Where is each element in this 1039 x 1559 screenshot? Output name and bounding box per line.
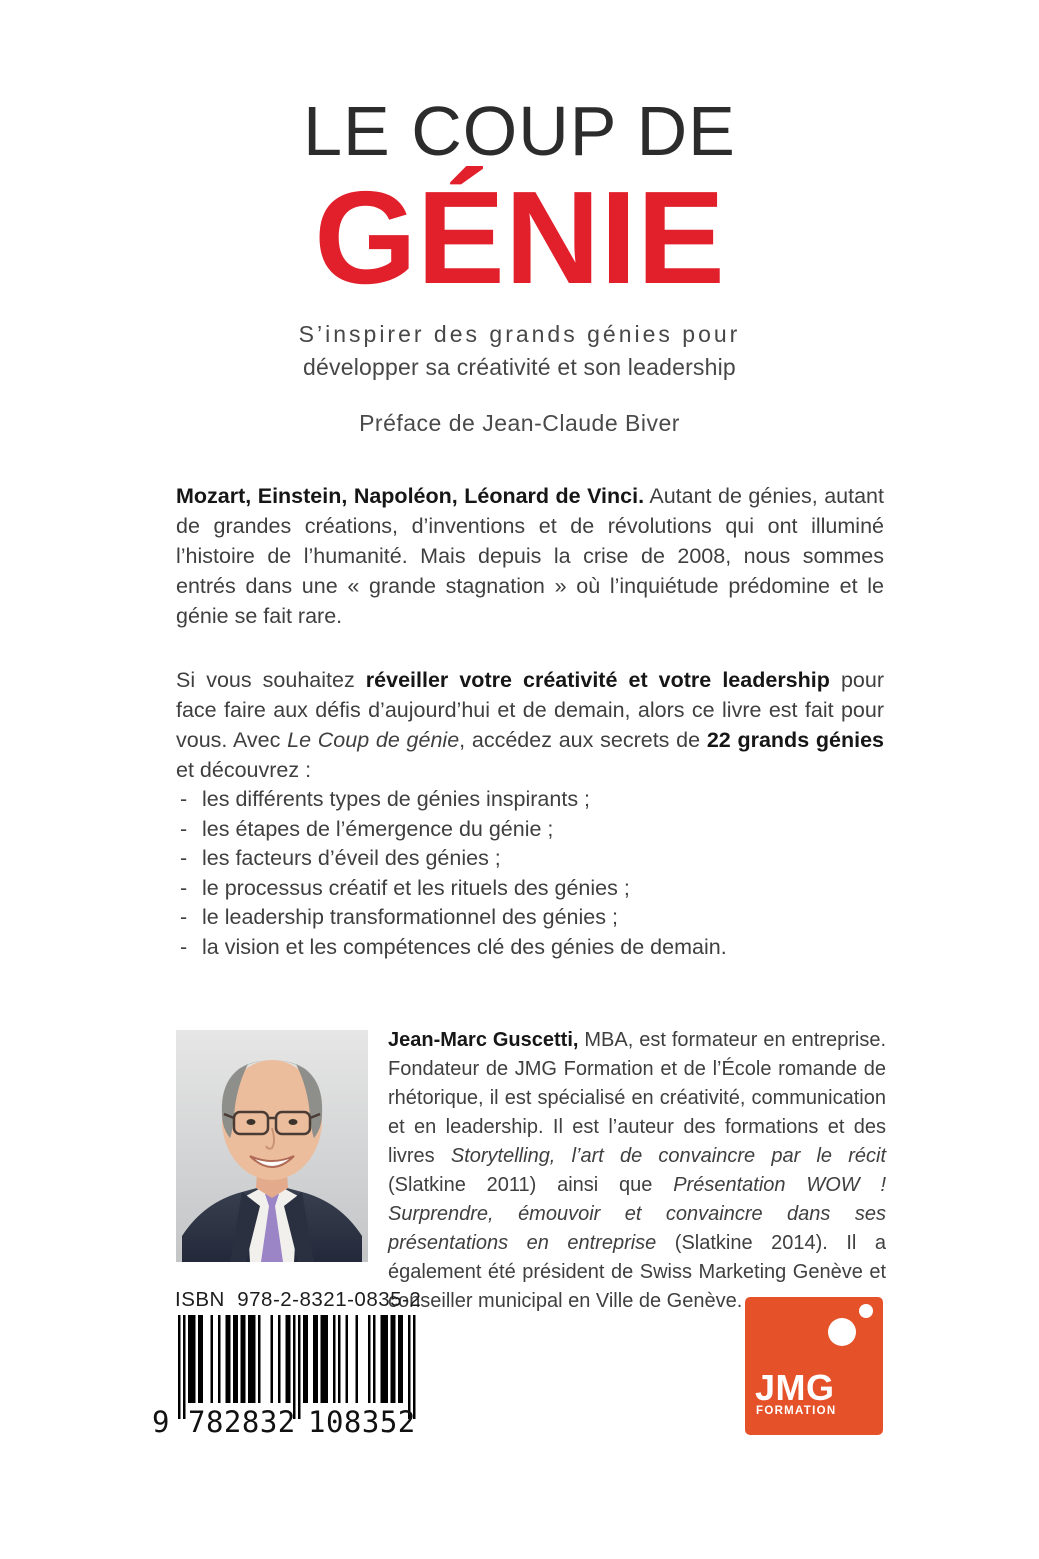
- isbn-barcode-block: [148, 1288, 448, 1447]
- author-bio: Jean-Marc Guscetti, MBA, est formateur en entreprise. Fondateur de JMG Formation et de l’École romande de rhétorique, il est spécialisé en créativité, communication et en leadership. Il est l’auteur des formations et des livres Storytelling, l’art de convaincre par le récit (Slatkine 2011) ainsi que Présentation WOW ! Surprendre, émouvoir et convaincre dans ses présentations en entreprise (Slatkine 2014). Il a également été président de Swiss Marketing Genève et conseiller municipal en Ville de Genève.: [388, 1029, 887, 1312]
- intro-paragraph: Mozart, Einstein, Napoléon, Léonard de Vinci. Autant de génies, autant de grandes créations, d’inventions et de révolutions qui ont illuminé l’histoire de l’humanité. Mais depuis la crise de 2008, nous sommes entrés dans une « grande stagnation » où l’inquiétude prédomine et le génie se fait rare.: [176, 484, 884, 628]
- list-item: - le leadership transformationnel des génies ;: [180, 905, 618, 929]
- logo-big-dot: [828, 1318, 856, 1346]
- logo-name: JMG: [755, 1367, 835, 1408]
- barcode-digits-right: 108352: [308, 1405, 416, 1439]
- book-subtitle-line1: S’inspirer des grands génies pour: [298, 321, 741, 347]
- publisher-logo: [745, 1297, 883, 1435]
- pitch-paragraph: Si vous souhaitez réveiller votre créativité et votre leadership pour face faire aux défis d’aujourd’hui et de demain, alors ce livre est fait pour vous. Avec Le Coup de génie, accédez aux secrets de 22 grands génies et découvrez :: [176, 668, 885, 782]
- author-photo: [176, 1030, 368, 1262]
- logo-small-dot: [859, 1304, 873, 1318]
- discover-list: [176, 785, 884, 962]
- list-item: - les étapes de l’émergence du génie ;: [180, 816, 554, 841]
- list-item: - les différents types de génies inspirants ;: [180, 787, 591, 811]
- ean13-barcode: [148, 1315, 448, 1447]
- title-block: [0, 0, 1039, 437]
- preface-credit: Préface de Jean-Claude Biver: [359, 410, 680, 436]
- logo-subtitle: FORMATION: [756, 1405, 837, 1417]
- list-item: - la vision et les compétences clé des génies de demain.: [180, 934, 727, 959]
- book-subtitle-line2: développer sa créativité et son leadership: [303, 354, 736, 380]
- barcode-digits: [148, 1405, 428, 1441]
- book-title-line1: LE COUP DE: [303, 92, 736, 170]
- list-item: - les facteurs d’éveil des génies ;: [180, 846, 501, 870]
- isbn-label: ISBN 978-2-8321-0835-2: [175, 1288, 422, 1311]
- list-item: - le processus créatif et les rituels des génies ;: [180, 875, 630, 900]
- book-title-line2: GÉNIE: [314, 164, 725, 311]
- barcode-digit-lead: 9: [152, 1405, 170, 1439]
- barcode-digits-left: 782832: [188, 1405, 296, 1439]
- back-cover-blurb: [176, 481, 884, 962]
